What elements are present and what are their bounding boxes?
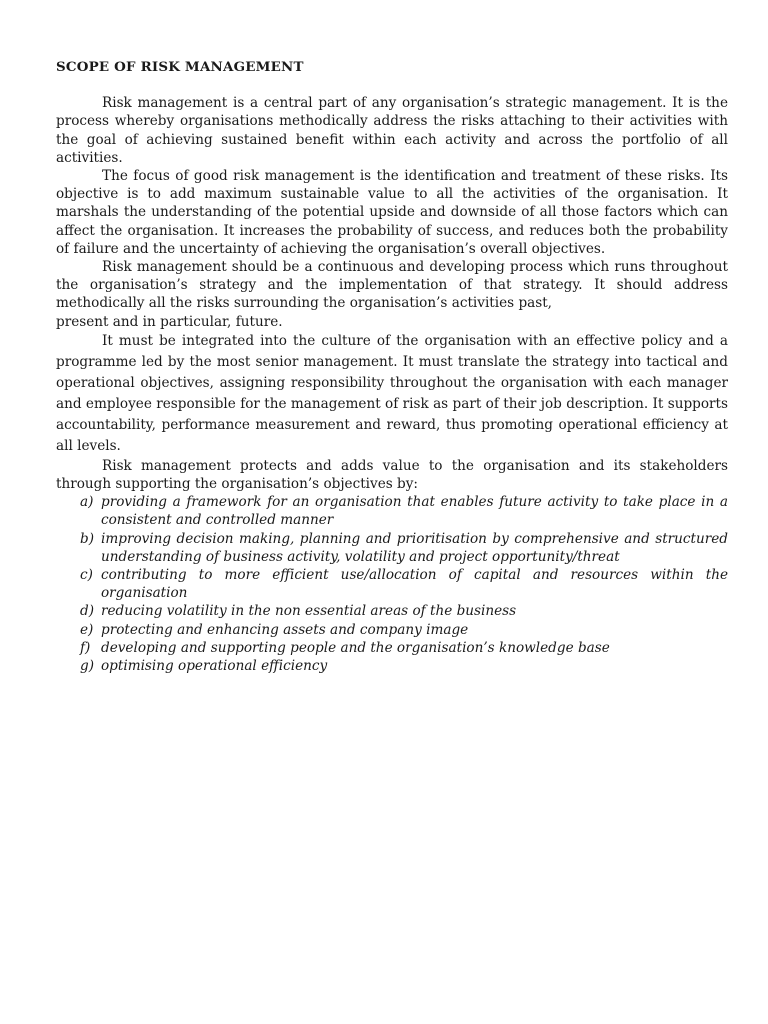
- list-item: [56, 639, 728, 657]
- list-item: [56, 530, 728, 566]
- document-title: SCOPE OF RISK MANAGEMENT: [56, 59, 304, 75]
- list-item-text: reducing volatility in the non essential areas of the business: [101, 603, 517, 620]
- list-marker: g): [80, 658, 95, 675]
- document-page: [56, 58, 728, 675]
- list-item-text: optimising operational efficiency: [101, 658, 328, 675]
- list-marker: d): [80, 603, 95, 620]
- objectives-list: [56, 493, 728, 675]
- list-item-text: improving decision making, planning and prioritisation by comprehensive and structured understanding of business activity, volatility and project opportunity/threat: [101, 530, 728, 565]
- paragraph-continuous-process: Risk management should be a continuous and developing process which runs throughout the organisation’s strategy and the implementation of that strategy. It should address methodically all the risks surrounding the organisation’s activities past,: [56, 259, 728, 312]
- list-marker: b): [80, 530, 95, 547]
- paragraph-focus: The focus of good risk management is the identification and treatment of these risks. Its objective is to add maximum sustainable value to all the activities of the organisation. It marshals the understanding of the potential upside and downside of all those factors which can affect the organisation. It increases the probability of success, and reduces both the probability of failure and the uncertainty of achieving the organisation’s overall objectives.: [56, 168, 728, 257]
- paragraph-culture: It must be integrated into the culture of the organisation with an effective policy and a programme led by the most senior management. It must translate the strategy into tactical and operational objectives, assigning responsibility throughout the organisation with each manager and employee responsible for the management of risk as part of their job description. It supports accountability, performance measurement and reward, thus promoting operational efficiency at all levels.: [56, 332, 728, 454]
- list-item: [56, 566, 728, 602]
- paragraph-value: Risk management protects and adds value to the organisation and its stakeholders through supporting the organisation’s objectives by:: [56, 457, 728, 493]
- list-item-text: developing and supporting people and the organisation’s knowledge base: [101, 639, 610, 656]
- paragraph-continuous-process-end: present and in particular, future.: [56, 313, 283, 330]
- list-item-text: contributing to more efficient use/allocation of capital and resources within the organisation: [101, 567, 728, 602]
- list-marker: c): [80, 567, 93, 584]
- list-item: [56, 493, 728, 529]
- list-marker: f): [80, 639, 91, 656]
- paragraph-intro: Risk management is a central part of any organisation’s strategic management. It is the process whereby organisations methodically address the risks attaching to their activities with the goal of achieving sustained benefit within each activity and across the portfolio of all activities.: [56, 95, 728, 166]
- list-marker: e): [80, 621, 94, 638]
- list-marker: a): [80, 494, 94, 511]
- list-item: [56, 657, 728, 675]
- list-item: [56, 602, 728, 620]
- list-item: [56, 621, 728, 639]
- list-item-text: providing a framework for an organisation that enables future activity to take place in a consistent and controlled manner: [101, 494, 728, 529]
- list-item-text: protecting and enhancing assets and company image: [101, 621, 469, 638]
